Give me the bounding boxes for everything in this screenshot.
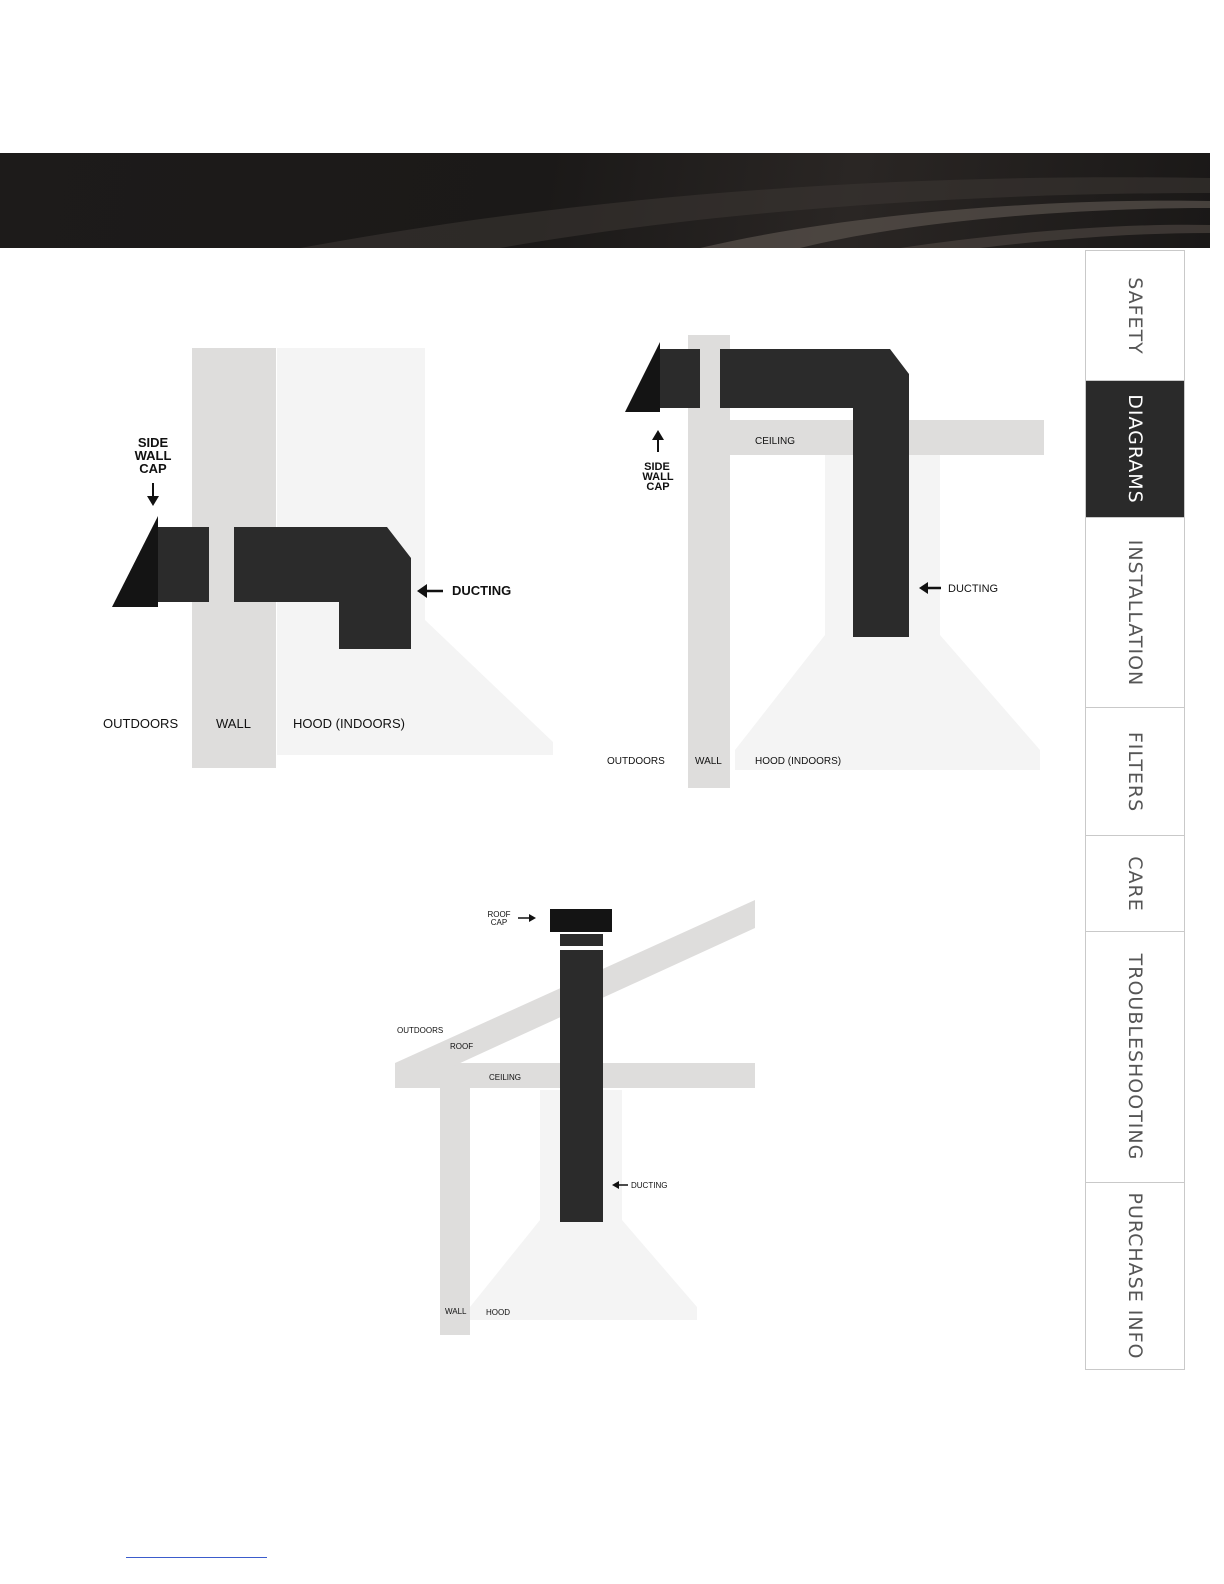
tab-label: SAFETY [1124, 276, 1146, 355]
tab-label: DIAGRAMS [1124, 394, 1146, 504]
header-banner [0, 153, 1210, 248]
diagram-side-wall-vent [95, 340, 565, 775]
footer-link-underline[interactable] [126, 1557, 267, 1559]
ducting-label: DUCTING [452, 583, 512, 598]
ducting-label: DUCTING [948, 583, 999, 595]
roof-cap-shape [550, 909, 612, 932]
roof-label: ROOF [450, 1042, 474, 1051]
tab-label: TROUBLESHOOTING [1124, 953, 1146, 1161]
arrow-down-icon-head [147, 496, 159, 506]
wall-label: WALL [445, 1307, 467, 1316]
tab-installation[interactable] [1086, 518, 1184, 708]
cap-label-line1: SIDE [137, 435, 169, 450]
tab-diagrams[interactable] [1086, 381, 1184, 518]
wall-label: WALL [216, 716, 251, 731]
diagram-ceiling-side-wall-vent [600, 330, 1050, 795]
side-wall-cap-shape [112, 516, 158, 607]
tab-purchase-info[interactable] [1086, 1183, 1184, 1369]
tab-label: PURCHASE INFO [1124, 1192, 1146, 1360]
tab-label: INSTALLATION [1124, 539, 1146, 686]
diagram-roof-vent [390, 895, 760, 1345]
ceiling-label: CEILING [755, 436, 796, 447]
ceiling-label: CEILING [489, 1073, 522, 1082]
outdoors-label: OUTDOORS [607, 756, 665, 767]
duct-collar [560, 934, 603, 946]
arrow-right-icon-head [529, 914, 536, 922]
duct-segment [158, 527, 209, 602]
roof-cap-label-line2: CAP [490, 918, 508, 927]
ducting-label: DUCTING [631, 1181, 668, 1190]
cap-label-line3: CAP [139, 461, 167, 476]
duct-vertical [560, 950, 603, 1222]
wall-shape [440, 1085, 470, 1335]
tab-troubleshooting[interactable] [1086, 932, 1184, 1183]
roof-cap-label-line1: ROOF [487, 910, 511, 919]
outdoors-label: OUTDOORS [103, 716, 179, 731]
hood-label: HOOD (INDOORS) [293, 716, 405, 731]
section-tabs [1085, 250, 1185, 1370]
banner-swoosh [0, 153, 1210, 248]
cap-label-line2: WALL [642, 471, 674, 483]
hood-label: HOOD [486, 1308, 510, 1317]
cap-label-line3: CAP [646, 481, 670, 493]
arrow-up-icon-head [652, 430, 664, 440]
wall-label: WALL [695, 756, 722, 767]
tab-care[interactable] [1086, 836, 1184, 932]
duct-elbow [720, 349, 909, 637]
cap-label-line2: WALL [134, 448, 172, 463]
outdoors-label: OUTDOORS [397, 1026, 444, 1035]
duct-segment [660, 349, 700, 408]
hood-label: HOOD (INDOORS) [755, 756, 842, 767]
tab-label: CARE [1124, 855, 1146, 912]
tab-safety[interactable] [1086, 251, 1184, 381]
tab-label: FILTERS [1124, 731, 1146, 812]
cap-label-line1: SIDE [644, 461, 670, 473]
side-wall-cap-shape [625, 342, 660, 412]
tab-filters[interactable] [1086, 708, 1184, 836]
